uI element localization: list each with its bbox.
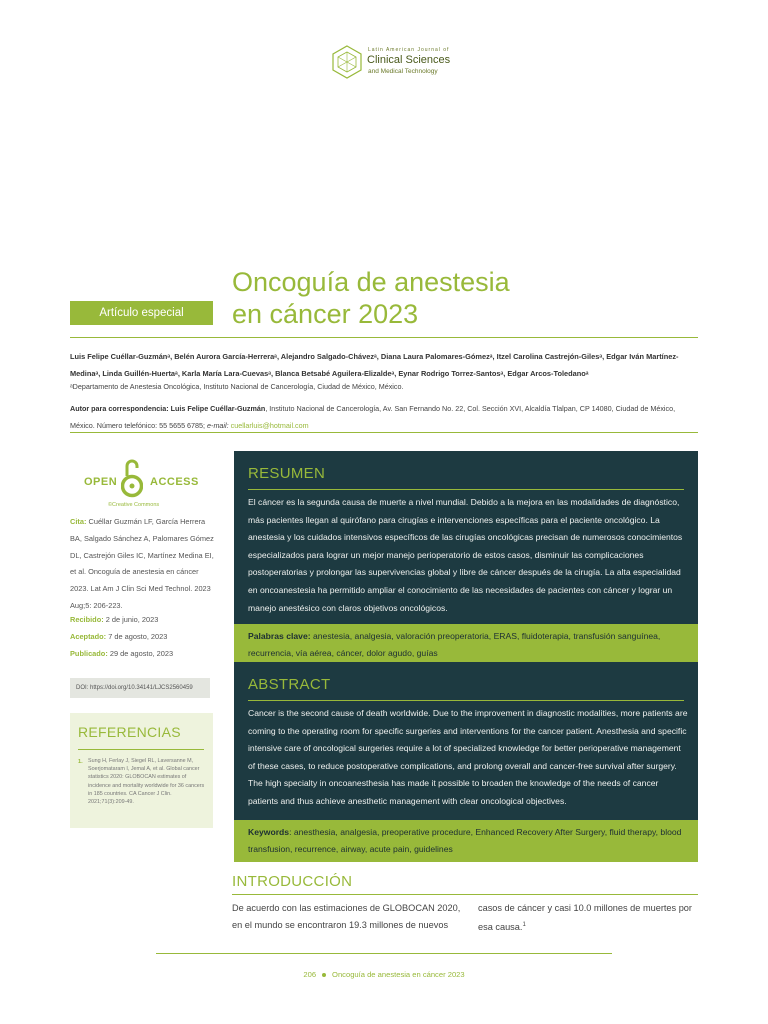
creative-commons-label: ©Creative Commons (108, 502, 160, 508)
open-lock-icon (121, 456, 143, 500)
accepted-label: Aceptado: (70, 632, 107, 641)
journal-name-line3: and Medical Technology (368, 68, 438, 75)
abstract-heading: ABSTRACT (248, 676, 331, 693)
article-type-badge: Artículo especial (70, 301, 213, 325)
correspondence-text: , Instituto Nacional de Cancerología, Av. San Fernando No. 22, Col. Sección XVI, Alcaldía Tlalpan, CP 14080, Ciudad de México, México. Número telefónico: 55 5655 6785; (70, 404, 676, 430)
email-link[interactable]: cuellarluis@hotmail.com (230, 421, 309, 430)
references-heading: REFERENCIAS (78, 724, 181, 740)
abstract-divider (248, 700, 684, 701)
journal-name-line1: Latin American Journal of (368, 47, 450, 53)
received-label: Recibido: (70, 615, 104, 624)
correspondence-label: Autor para correspondencia: Luis Felipe Cuéllar-Guzmán (70, 404, 266, 413)
journal-logo (330, 44, 460, 84)
doi-link[interactable]: DOI: https://doi.org/10.34141/LJCS2560459 (70, 678, 210, 698)
abstract-text: Cancer is the second cause of death worldwide. Due to the improvement in diagnostic modalities, more patients are coming to the operating room for specific surgeries and interventions for the cancer patient. Anesthesia and specific intensive care of oncological surgeries require a lot of specialized knowledge for better perioperative management of these cases, to reduce postoperative complications, and prolong overall and cancer-free survival after surgery. The high specialty in oncoanesthesia has made it possible to broaden the knowledge of the needs of cancer patients and thus achieve anesthetic management with clear oncological objectives. (248, 708, 688, 806)
citation-text: Cuéllar Guzmán LF, García Herrera BA, Salgado Sánchez A, Palomares Gómez DL, Castrejón Giles IC, Martínez Medina EI, et al. Oncoguía de anestesia en cáncer 2023. Lat Am J Clin Sci Med Technol. 2023 Aug;5: 206-223. (70, 517, 214, 610)
received-value: 2 de junio, 2023 (103, 615, 159, 624)
reference-number: 1. (78, 759, 83, 765)
page-number: 206 (303, 970, 317, 979)
open-access-logo (78, 456, 210, 512)
bullet-icon (322, 973, 326, 977)
footer-divider (156, 953, 612, 954)
resumen-divider (248, 489, 684, 490)
intro-column-2-text: casos de cáncer y casi 10.0 millones de muertes por esa causa. (478, 903, 692, 932)
intro-divider (232, 894, 698, 895)
article-title (232, 266, 510, 330)
palabras-clave-label: Palabras clave: (248, 631, 311, 641)
accepted-value: 7 de agosto, 2023 (106, 632, 168, 641)
hexagon-logo-icon (330, 44, 364, 80)
date-received (70, 611, 215, 628)
published-label: Publicado: (70, 649, 108, 658)
intro-heading: INTRODUCCIÓN (232, 873, 353, 890)
keywords-label: Keywords (248, 827, 290, 837)
resumen-panel (234, 451, 698, 624)
author-list: Luis Felipe Cuéllar-Guzmánᵃ, Belén Aurora García-Herreraᵃ, Alejandro Salgado-Chávezᵃ, Diana Laura Palomares-Gómezᵃ, Itzel Carolina Castrejón-Gilesᵃ, Edgar Iván Martínez-Medinaᵃ, Linda Guillén-Huertaᵃ, Karla María Lara-Cuevasᵃ, Blanca Betsabé Aguilera-Elizaldeᵃ, Eynar Rodrigo Torrez-Santosᵃ, Edgar Arcos-Toledanoᵃ (70, 352, 679, 378)
email-label: e-mail: (207, 421, 229, 430)
correspondence (70, 400, 700, 434)
article-dates (70, 611, 215, 662)
citation (70, 514, 215, 615)
resumen-text: El cáncer es la segunda causa de muerte a nivel mundial. Debido a la mejora en las modalidades de diagnóstico, más pacientes llegan al quirófano para cirugías e intervenciones específicas para el paciente oncológico. La anestesia y los cuidados intensivos específicos de las cirugías oncológicas precisan de numerosos conocimientos especializados para lograr un mejor manejo perioperatorio de estos casos, disminuir las complicaciones postoperatorias y prolongar las supervivencias global y libre de cáncer después de la cirugía. La alta especialidad en oncoanestesia ha permitido ampliar el conocimiento de las necesidades de pacientes con cáncer y lograr un manejo anestésico con claros objetivos oncológicos. (248, 497, 683, 613)
palabras-clave-bar (234, 624, 698, 662)
reference-text: Sung H, Ferlay J, Siegel RL, Laversanne M, Soerjomataram I, Jemal A, et al. Global cancer statistics 2020: GLOBOCAN estimates of incidence and mortality worldwide for 36 cancers in 185 countries. CA Cancer J Clin. 2021;71(3):209-49. (88, 758, 205, 806)
open-access-open: OPEN (84, 476, 118, 488)
date-published (70, 645, 215, 662)
abstract-panel (234, 662, 698, 820)
intro-column-1: De acuerdo con las estimaciones de GLOBOCAN 2020, en el mundo se encontraron 19.3 millones de nuevos (232, 903, 461, 930)
date-accepted (70, 628, 215, 645)
title-line1: Oncoguía de anestesia (232, 267, 510, 297)
references-box (70, 713, 213, 828)
palabras-clave-text: anestesia, analgesia, valoración preoperatoria, ERAS, fluidoterapia, transfusión sanguínea, recurrencia, vía aérea, cáncer, dolor agudo, guías (248, 631, 661, 658)
page-footer (0, 970, 768, 979)
journal-name-line2: Clinical Sciences (367, 54, 451, 66)
authors-divider (70, 432, 698, 433)
published-value: 29 de agosto, 2023 (107, 649, 174, 658)
references-divider (78, 749, 204, 750)
intro-column-2 (478, 900, 700, 935)
citation-label: Cita: (70, 517, 87, 526)
keywords-text: : anesthesia, analgesia, preoperative procedure, Enhanced Recovery After Surgery, fluid therapy, blood transfusion, recurrence, airway, acute pain, guidelines (248, 827, 682, 854)
resumen-heading: RESUMEN (248, 465, 326, 482)
title-line2: en cáncer 2023 (232, 299, 419, 329)
open-access-access: ACCESS (150, 476, 199, 488)
keywords-bar (234, 820, 698, 862)
running-title: Oncoguía de anestesia en cáncer 2023 (332, 970, 465, 979)
title-divider (70, 337, 698, 338)
affiliation: ᵃDepartamento de Anestesia Oncológica, Instituto Nacional de Cancerología, Ciudad de México, México. (70, 382, 404, 391)
citation-superscript: 1 (522, 921, 526, 928)
